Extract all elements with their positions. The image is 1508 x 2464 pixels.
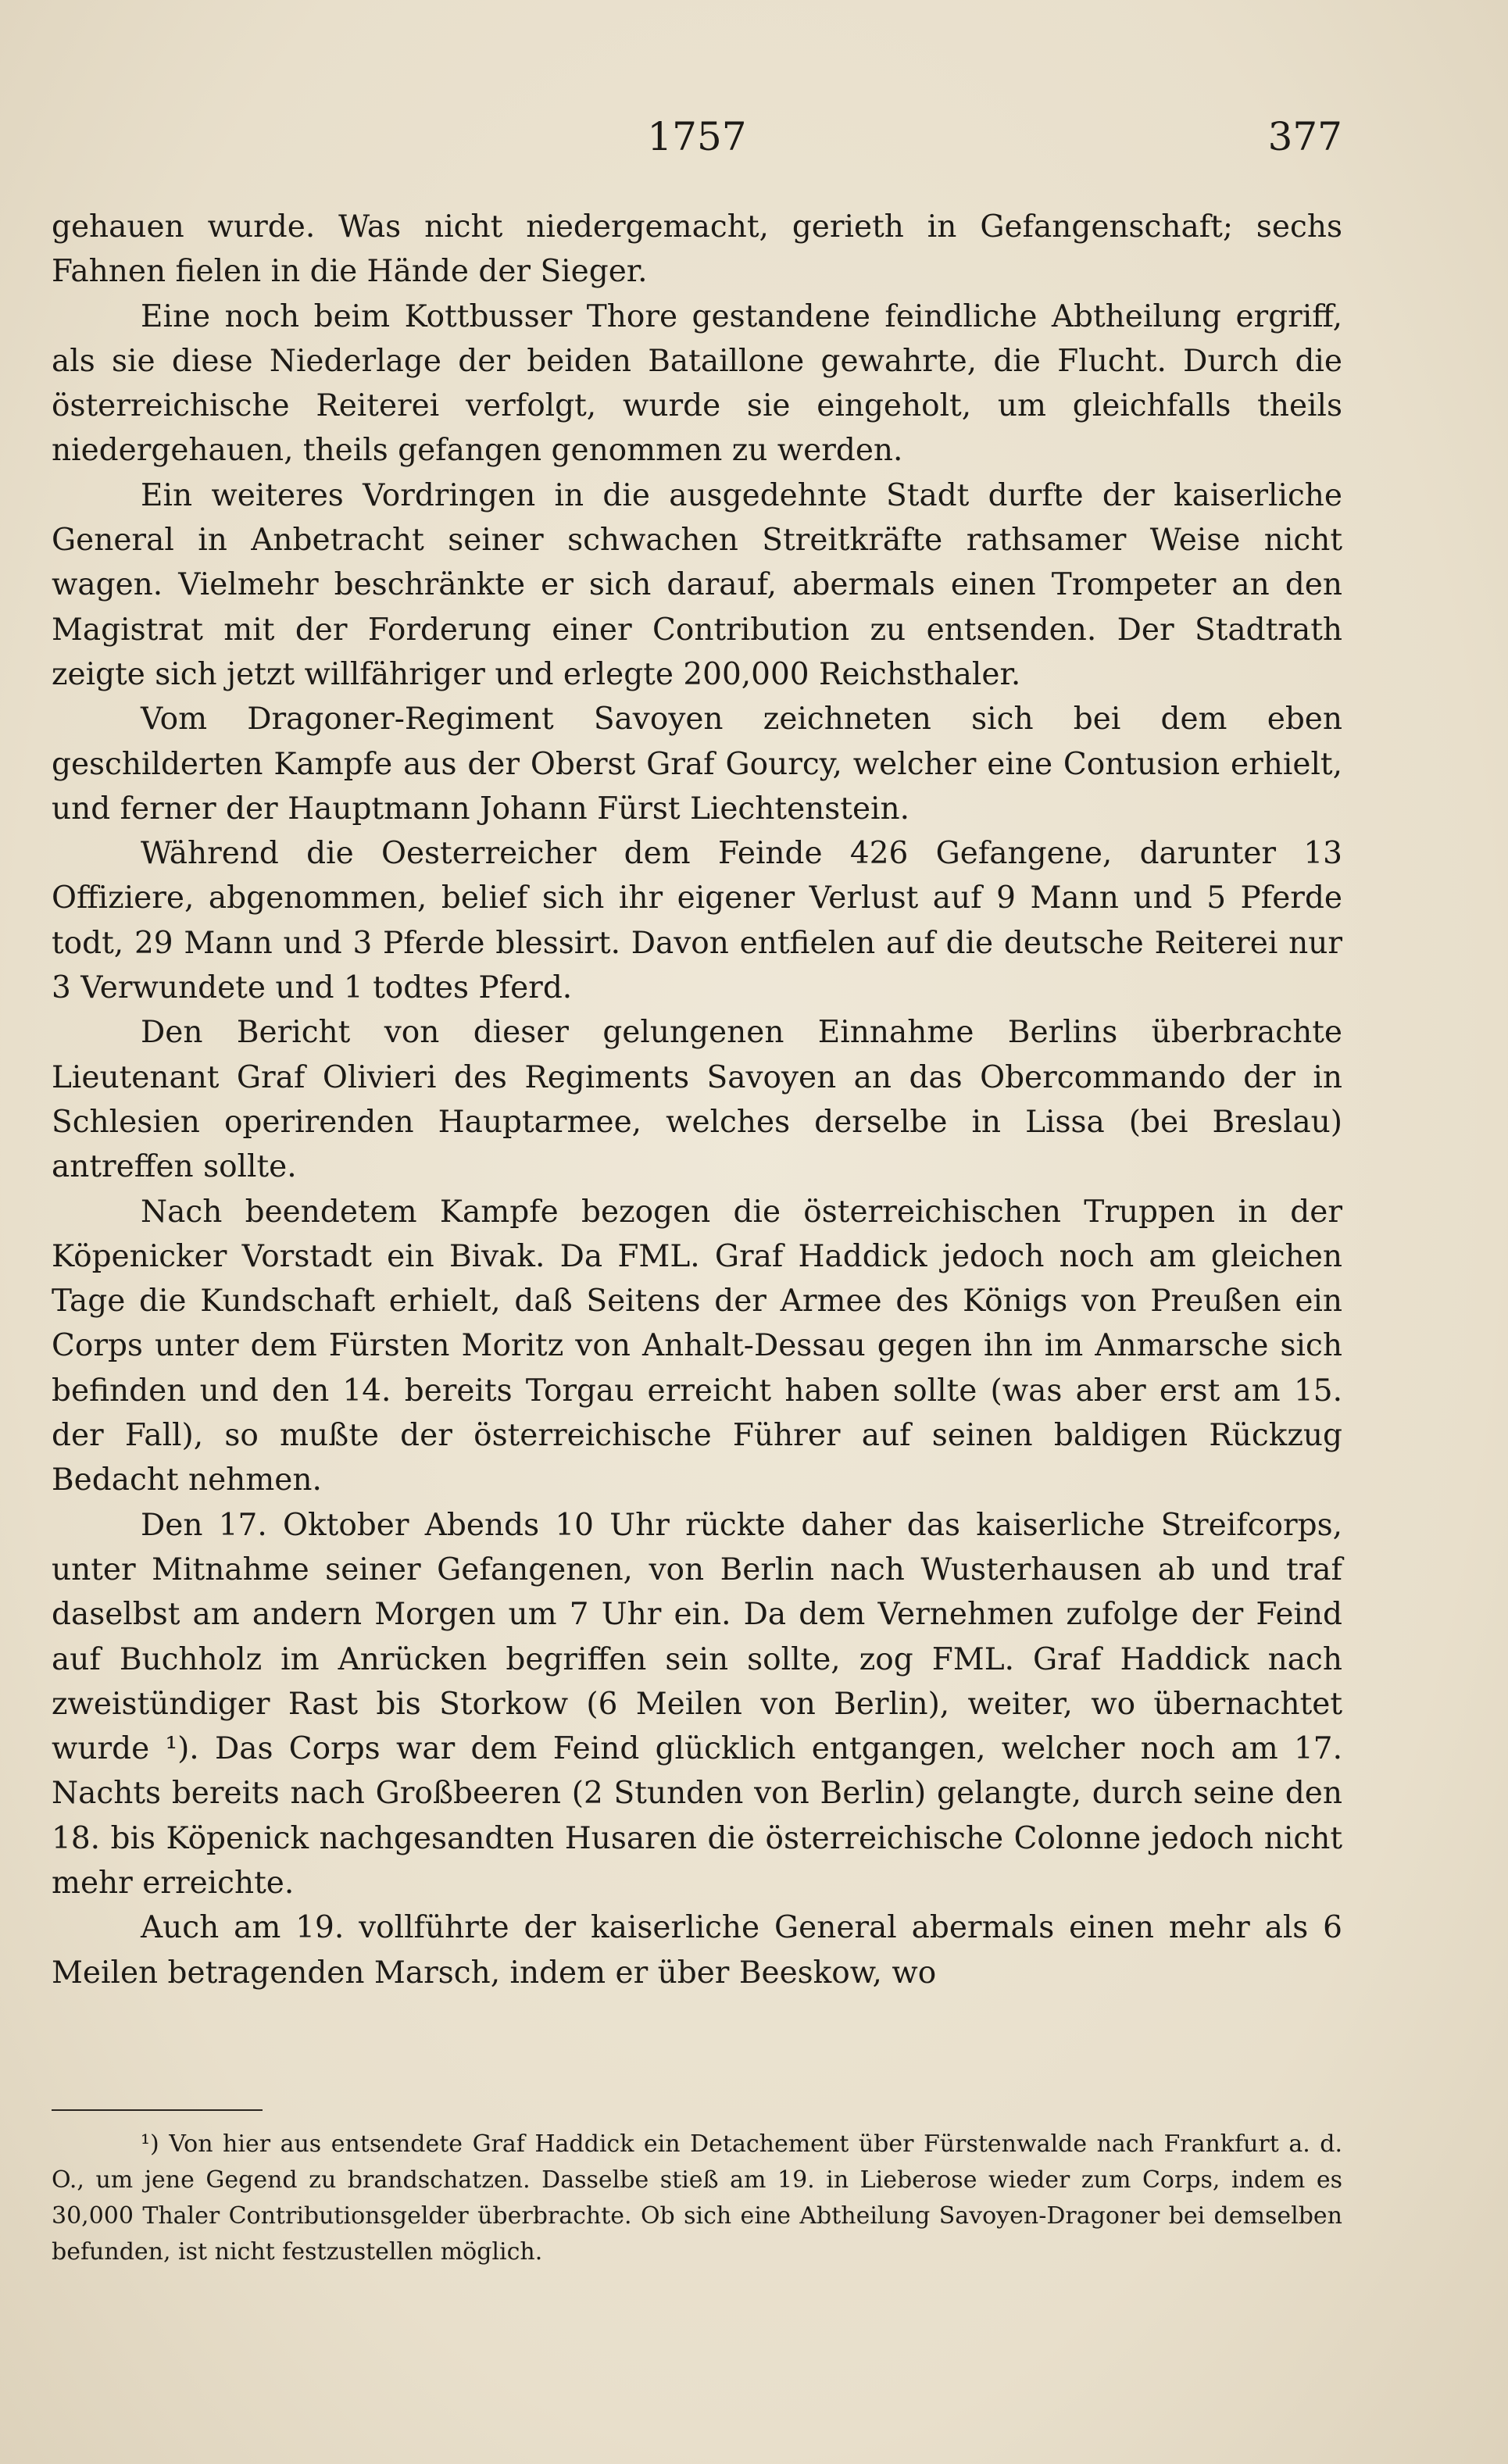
paragraph: Den 17. Oktober Abends 10 Uhr rückte daher das kaiserliche Streifcorps, unter Mitnahme seiner Gefangenen, von Berlin nach Wusterhausen ab und traf daselbst am andern Morgen um 7 Uhr ein. Da dem Vernehmen zufolge der Feind auf Buchholz im Anrücken begriffen sein sollte, zog FML. Graf Haddick nach zweistündiger Rast bis Storkow (6 Meilen von Berlin), weiter, wo übernachtet wurde ¹). Das Corps war dem Feind glücklich entgangen, welcher noch am 17. Nachts bereits nach Großbeeren (2 Stunden von Berlin) gelangte, durch seine den 18. bis Köpenick nachgesandten Husaren die österreichische Colonne jedoch nicht mehr erreichte. <box>52 1507 1342 1901</box>
paragraph: gehauen wurde. Was nicht niedergemacht, gerieth in Gefangenschaft; sechs Fahnen fielen in die Hände der Sieger. <box>52 209 1342 290</box>
main-text <box>52 205 1342 1995</box>
paragraph: Eine noch beim Kottbusser Thore gestandene feindliche Abtheilung ergriff, als sie diese Niederlage der beiden Bataillone gewahrte, die Flucht. Durch die österreichische Reiterei verfolgt, wurde sie eingeholt, um gleichfalls theils niedergehauen, theils gefangen genommen zu werden. <box>52 298 1342 469</box>
paragraph: Während die Oesterreicher dem Feinde 426 Gefangene, darunter 13 Offiziere, abgenommen, belief sich ihr eigener Verlust auf 9 Mann und 5 Pferde todt, 29 Mann und 3 Pferde blessirt. Davon entfielen auf die deutsche Reiterei nur 3 Verwundete und 1 todtes Pferd. <box>52 836 1342 1006</box>
paragraph: Den Bericht von dieser gelungenen Einnahme Berlins überbrachte Lieutenant Graf Olivieri des Regiments Savoyen an das Obercommando der in Schlesien operirenden Hauptarmee, welches derselbe in Lissa (bei Breslau) antreffen sollte. <box>52 1015 1342 1185</box>
paragraph: Ein weiteres Vordringen in die ausgedehnte Stadt durfte der kaiserliche General in Anbetracht seiner schwachen Streitkräfte rathsamer Weise nicht wagen. Vielmehr beschränkte er sich darauf, abermals einen Trompeter an den Magistrat mit der Forderung einer Contribution zu entsenden. Der Stadtrath zeigte sich jetzt willfähriger und erlegte 200,000 Reichsthaler. <box>52 477 1342 692</box>
paragraph: Vom Dragoner-Regiment Savoyen zeichneten sich bei dem eben geschilderten Kampfe aus der Oberst Graf Gourcy, welcher eine Contusion erhielt, und ferner der Hauptmann Johann Fürst Liechtenstein. <box>52 702 1342 827</box>
running-header <box>52 109 1342 164</box>
footnote: ¹) Von hier aus entsendete Graf Haddick ein Detachement über Fürstenwalde nach Frankfurt a. d. O., um jene Gegend zu brandschatzen. Dasselbe stieß am 19. in Lieberose wieder zum Corps, indem es 30,000 Thaler Contributionsgelder überbrachte. Ob sich eine Abtheilung Savoyen-Dragoner bei demselben befunden, ist nicht festzustellen möglich. <box>52 2130 1342 2266</box>
footnote-divider <box>52 2109 263 2111</box>
paragraph: Auch am 19. vollführte der kaiserliche General abermals einen mehr als 6 Meilen betragenden Marsch, indem er über Beeskow, wo <box>52 1910 1342 1991</box>
page-number: 377 <box>1267 114 1342 159</box>
paragraph: Nach beendetem Kampfe bezogen die österreichischen Truppen in der Köpenicker Vorstadt ein Bivak. Da FML. Graf Haddick jedoch noch am gleichen Tage die Kundschaft erhielt, daß Seitens der Armee des Königs von Preußen ein Corps unter dem Fürsten Moritz von Anhalt-Dessau gegen ihn im Anmarsche sich befinden und den 14. bereits Torgau erreicht haben sollte (was aber erst am 15. der Fall), so mußte der österreichische Führer auf seinen baldigen Rückzug Bedacht nehmen. <box>52 1194 1342 1498</box>
footnotes <box>52 2127 1342 2270</box>
header-year: 1757 <box>647 114 747 159</box>
